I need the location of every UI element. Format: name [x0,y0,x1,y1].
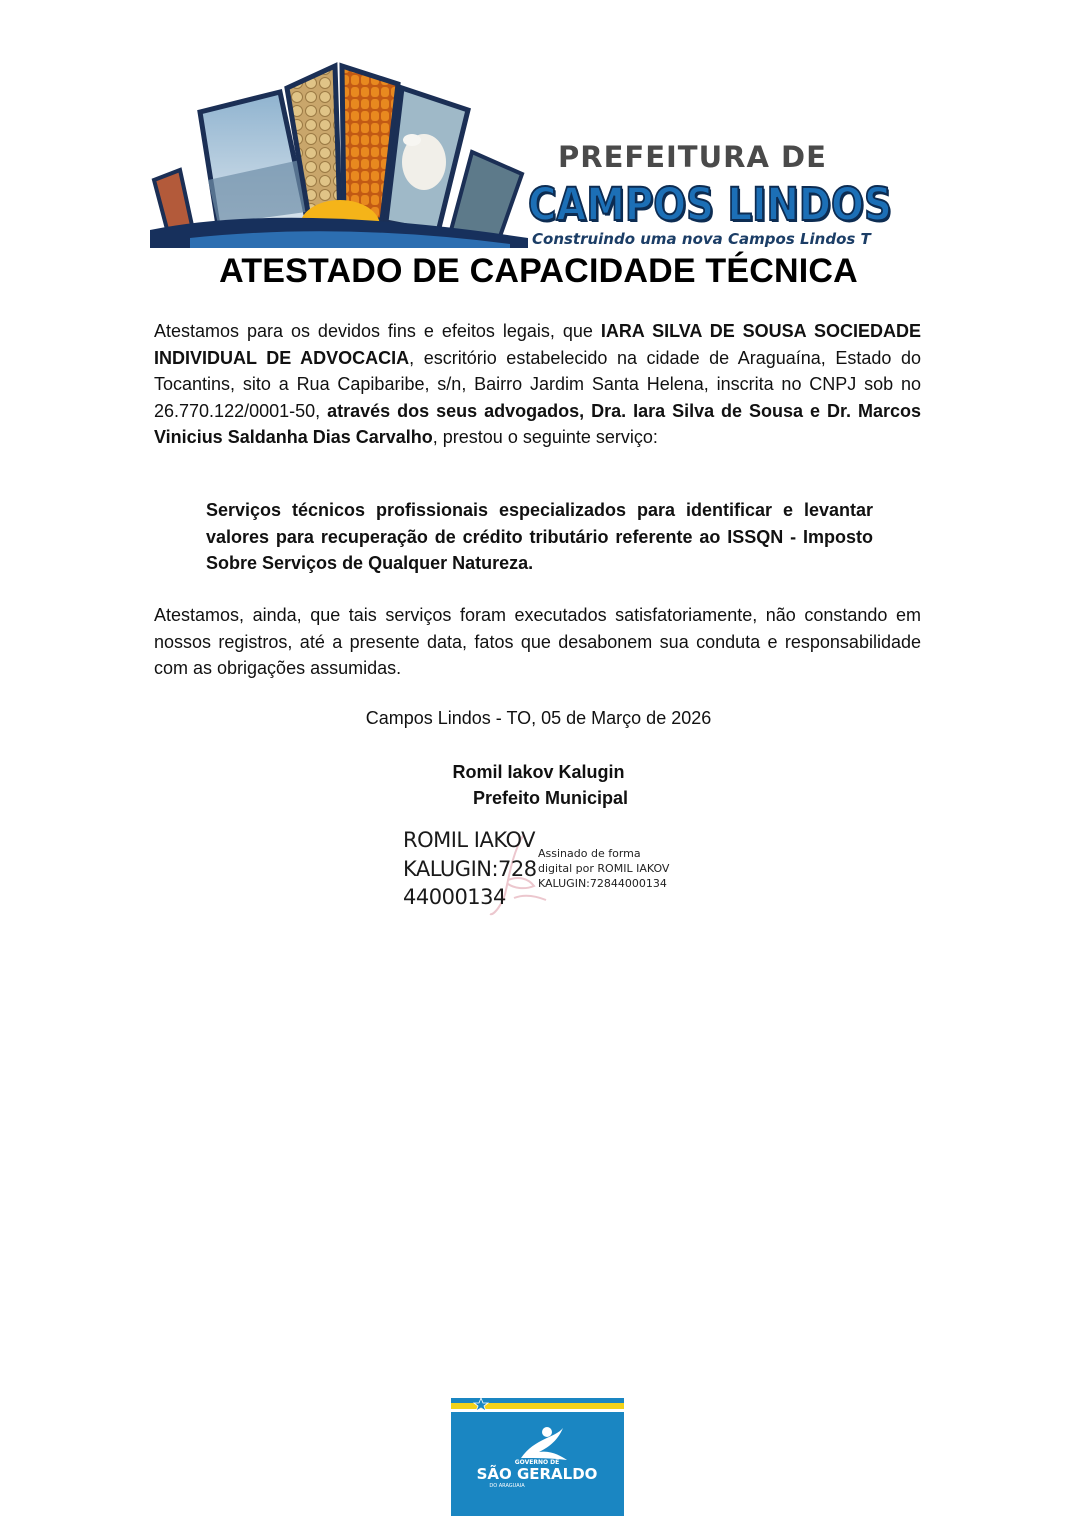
date-line: Campos Lindos - TO, 05 de Março de 2026 [365,708,712,728]
badge-sao-geraldo: SÃO GERALDO [476,1465,598,1483]
para1-company-name: IARA SILVA DE SOUSA SOCIEDADE INDIVIDUAL DE ADVOCACIA [154,321,921,368]
brand-campos-lindos: CAMPOS LINDOS [528,178,892,231]
document-title: ATESTADO DE CAPACIDADE TÉCNICA [219,252,858,290]
signature-note-line1: Assinado de forma [538,847,641,860]
paragraph-service: Serviços técnicos profissionais especializados para identificar e levantar valores para recuperação de crédito tributário referente ao ISSQN - Imposto Sobre Serviços de Qualquer Natureza. [206,500,873,573]
signature-note-line2: digital por ROMIL IAKOV [538,862,670,875]
signer-name: Romil Iakov Kalugin [452,762,625,782]
signature-name-line3: 44000134 [403,885,506,909]
brand-slogan: Construindo uma nova Campos Lindos T [532,230,871,248]
prefeitura-logo-graphic [150,62,530,248]
para1-lawyers: através dos seus advogados, Dra. Iara Silva de Sousa e Dr. Marcos Vinicius Saldanha Dias Carvalho [154,400,921,447]
para1-text-1: Atestamos para os devidos fins e efeitos legais, que [154,321,601,341]
badge-do-araguaia: DO ARAGUAIA [489,1483,525,1489]
signature-name-line1: ROMIL IAKOV [403,828,536,852]
paragraph-conclusion: Atestamos, ainda, que tais serviços foram executados satisfatoriamente, não constando em nossos registros, até a presente data, fatos que desabonem sua conduta e responsabilidade com as obrigações assumidas. [154,605,921,678]
signer-role: Prefeito Municipal [472,788,629,808]
para1-text-2: , escritório estabelecido na cidade de Araguaína, Estado do Tocantins, sito a Rua Capibaribe, s/n, Bairro Jardim Santa Helena, inscrita no CNPJ sob no 26.770.122/0001-50, [154,347,922,421]
signature-note-line3: KALUGIN:72844000134 [538,877,667,890]
sao-geraldo-badge-logo [451,1398,624,1516]
para1-text-3: , prestou o seguinte serviço: [432,427,658,447]
brand-prefeitura-de: PREFEITURA DE [558,140,827,174]
paragraph-attestation [154,318,921,451]
signature-name-line2: KALUGIN:728 [403,857,537,881]
badge-governo-de: GOVERNO DE [514,1459,560,1466]
